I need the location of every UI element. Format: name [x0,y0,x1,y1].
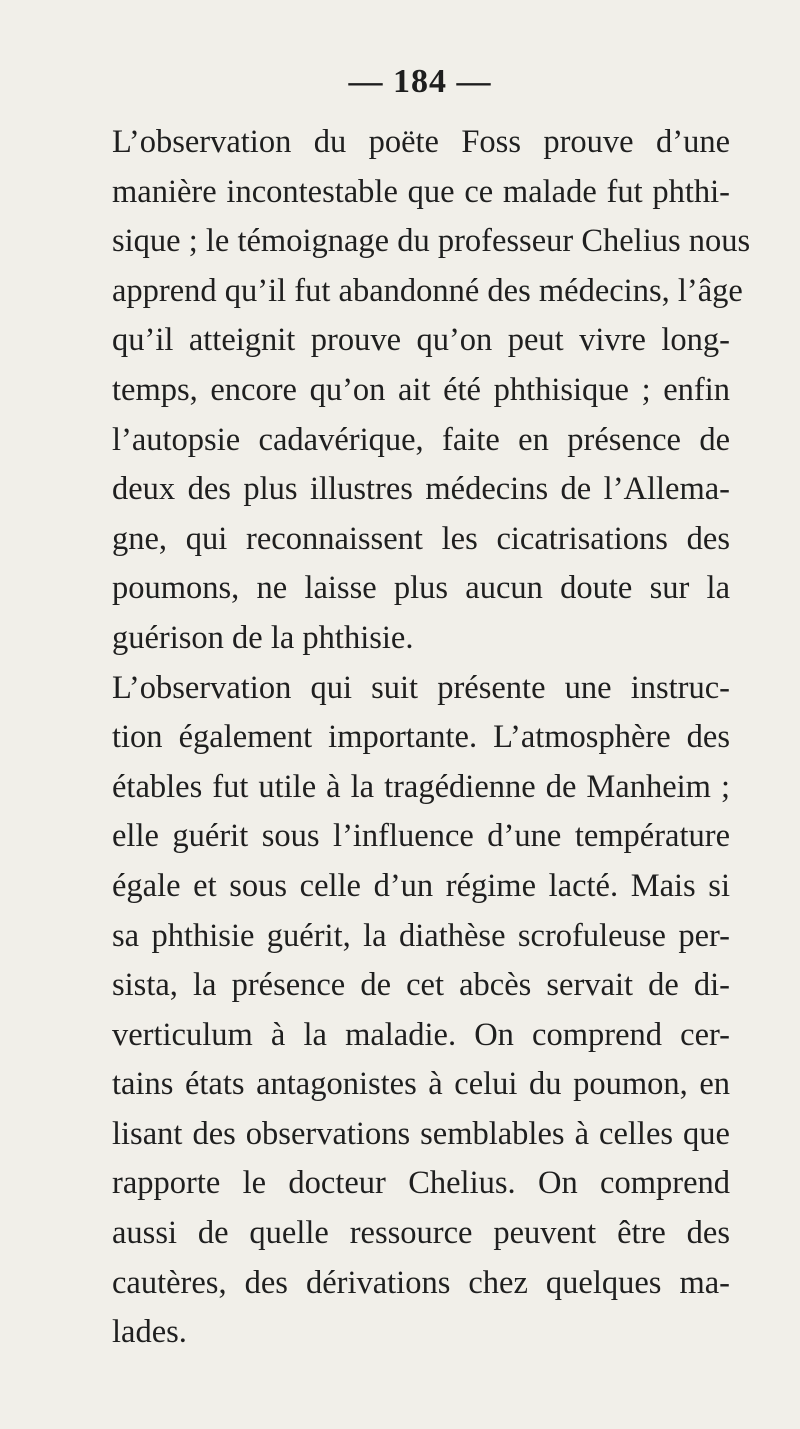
text-line: rapporte le docteur Chelius. On comprend [112,1165,730,1202]
body-text [112,118,751,1358]
text-line: lades. [112,1314,187,1351]
text-line: verticulum à la maladie. On comprend cer- [112,1016,730,1053]
text-line: tains états antagonistes à celui du poumon, en [112,1066,730,1103]
page-number-header: — 184 — [348,63,492,100]
text-line: cautères, des dérivations chez quelques ma- [112,1264,730,1301]
text-line: égale et sous celle d’un régime lacté. Mais si [112,867,730,904]
text-line: apprend qu’il fut abandonné des médecins, l’âge [112,272,743,309]
text-line: qu’il atteignit prouve qu’on peut vivre long- [112,322,730,359]
text-line: L’observation du poëte Foss prouve d’une [112,124,730,160]
text-line: manière incontestable que ce malade fut phthi- [112,173,730,210]
text-line: aussi de quelle ressource peuvent être des [112,1215,730,1252]
text-line: sa phthisie guérit, la diathèse scrofuleuse per- [112,917,730,954]
text-line: sista, la présence de cet abcès servait de di- [112,967,730,1004]
text-line: guérison de la phthisie. [112,619,414,656]
text-line: sique ; le témoignage du professeur Chelius nous [112,223,751,260]
text-line: gne, qui reconnaissent les cicatrisations des [112,520,730,557]
text-line: deux des plus illustres médecins de l’Allema- [112,471,730,508]
text-line: poumons, ne laisse plus aucun doute sur la [112,570,730,607]
text-line: lisant des observations semblables à celles que [112,1115,730,1152]
text-line: elle guérit sous l’influence d’une température [112,818,730,855]
text-line: L’observation qui suit présente une instruc- [112,669,730,706]
text-line: étables fut utile à la tragédienne de Manheim ; [112,768,730,805]
text-line: tion également importante. L’atmosphère des [112,719,730,756]
text-line: l’autopsie cadavérique, faite en présence de [112,421,730,458]
text-line: temps, encore qu’on ait été phthisique ; enfin [112,371,730,408]
